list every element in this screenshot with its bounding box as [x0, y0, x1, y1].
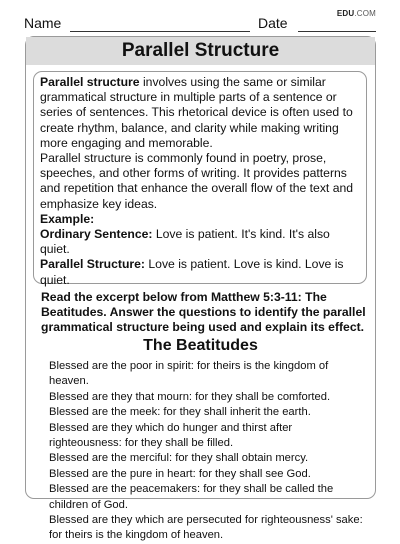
date-label: Date [258, 15, 288, 31]
verse-item: Blessed are the meek: for they shall inherit the earth. [49, 406, 311, 419]
verse-list [49, 359, 364, 544]
worksheet-panel [25, 36, 376, 542]
definition-box [33, 71, 367, 287]
page-title: Parallel Structure [26, 37, 375, 65]
definition-term: Parallel structure [40, 75, 140, 89]
usage-paragraph: Parallel structure is commonly found in poetry, prose, speeches, and other forms of writing. It provides patterns and repetition that enhance the overall flow of the text and emphasize key ideas. [40, 151, 354, 211]
header-row [24, 9, 376, 34]
instructions-text: Read the excerpt below from Matthew 5:3-11: The Beatitudes. Answer the questions to identify the parallel grammatical structure being used and explain its effect. [41, 290, 366, 335]
definition-paragraph: Parallel structure involves using the same or similar grammatical structure in multiple parts of a sentence or series of sentences. This rhetorical device is often used to create rhythm, balance, and clarity while making writing more engaging and memorable. [40, 75, 353, 150]
brand-logo: EDU.COM [336, 9, 376, 18]
verse-item: Blessed are the poor in spirit: for theirs is the kingdom of heaven. [49, 360, 329, 388]
verse-item: Blessed are they which are persecuted for righteousness' sake: for theirs is the kingdom of heaven. [49, 514, 363, 542]
example-label: Example: [40, 211, 95, 226]
verse-item: Blessed are they that mourn: for they shall be comforted. [49, 390, 331, 403]
verse-item: Blessed are the merciful: for they shall obtain mercy. [49, 452, 309, 465]
verse-item: Blessed are the peacemakers: for they shall be called the children of God. [49, 483, 334, 511]
parallel-example: Parallel Structure: Love is patient. Love is kind. Love is quiet. [40, 257, 344, 287]
verse-item: Blessed are they which do hunger and thirst after righteousness: for they shall be filled. [49, 421, 293, 450]
excerpt-title: The Beatitudes [143, 337, 258, 354]
verse-item: Blessed are the pure in heart: for they shall see God. [49, 467, 311, 480]
date-line[interactable] [298, 31, 376, 32]
ordinary-example: Ordinary Sentence: Love is patient. It's kind. It's also quiet. [40, 227, 330, 257]
name-label: Name [24, 15, 62, 31]
name-line[interactable] [70, 31, 250, 32]
